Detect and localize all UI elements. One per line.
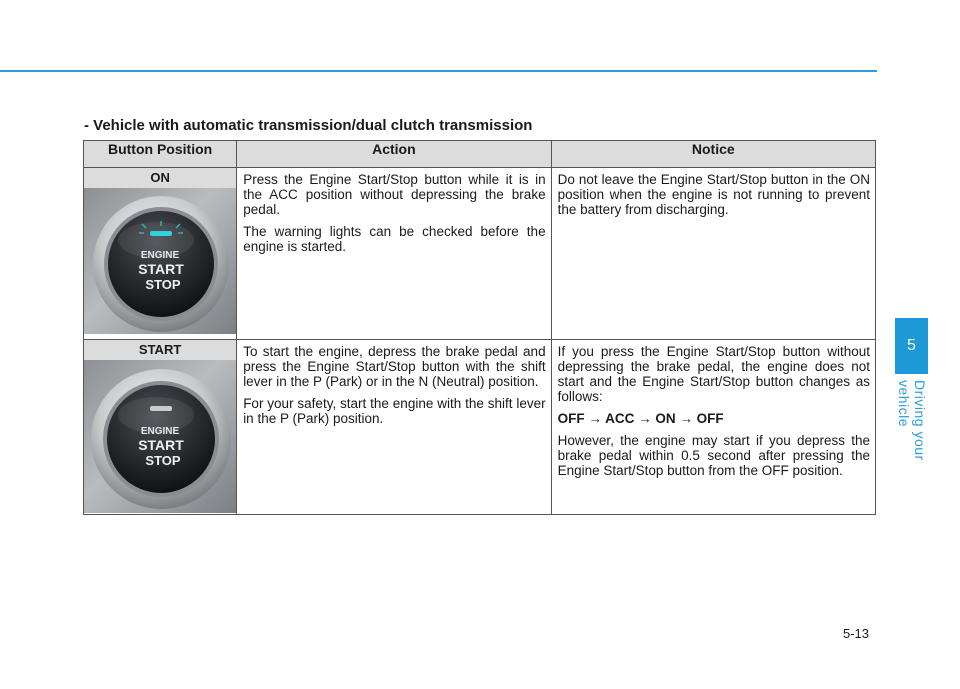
action-paragraph: To start the engine, depress the brake pedal and press the Engine Start/Stop button with the shift lever in the P (Park) or in the N (Neutral) position.: [243, 344, 546, 389]
engine-start-stop-button-icon: [84, 188, 236, 334]
chapter-number: 5: [907, 337, 916, 354]
notice-cell-on: [551, 168, 875, 340]
action-paragraph: For your safety, start the engine with the shift lever in the P (Park) position.: [243, 396, 546, 426]
engine-button-start-image: [84, 360, 236, 513]
chapter-label: Driving your vehicle: [896, 380, 928, 461]
state-sequence: [558, 411, 870, 426]
position-cell-start: [84, 340, 237, 515]
state-off: OFF: [557, 411, 585, 426]
position-cell-on: [84, 168, 237, 340]
header-notice: Notice: [551, 141, 875, 168]
button-position-table: [83, 140, 876, 515]
button-text-engine: ENGINE: [140, 426, 180, 437]
notice-paragraph: If you press the Engine Start/Stop button without depressing the brake pedal, the engine does not start and the Engine Start/Stop button changes as follows:: [557, 344, 870, 404]
arrow-right-icon: →: [679, 411, 697, 426]
section-subtitle: - Vehicle with automatic transmission/dual clutch transmission: [84, 117, 533, 134]
button-text-start: START: [138, 261, 184, 277]
action-paragraph: The warning lights can be checked before the engine is started.: [243, 224, 546, 254]
table-header-row: [84, 141, 876, 168]
position-label-on: ON: [84, 168, 236, 188]
state-on: ON: [655, 411, 676, 426]
engine-button-on-image: [84, 188, 236, 334]
top-rule: [0, 70, 877, 72]
button-text-stop: STOP: [145, 453, 181, 468]
header-button-position: Button Position: [84, 141, 237, 168]
position-label-start: START: [84, 340, 236, 360]
arrow-right-icon: →: [588, 411, 606, 426]
notice-cell-start: [551, 340, 875, 515]
table-row: [84, 340, 876, 515]
header-action: Action: [237, 141, 551, 168]
page-number: 5-13: [843, 626, 870, 641]
notice-paragraph: However, the engine may start if you depress the brake pedal within 0.5 second after pressing the Engine Start/Stop button from the OFF position.: [557, 433, 870, 478]
action-cell-on: [237, 168, 551, 340]
button-text-stop: STOP: [145, 277, 181, 292]
state-acc: ACC: [605, 411, 635, 426]
action-cell-start: [237, 340, 551, 515]
button-text-start: START: [138, 437, 184, 453]
engine-start-stop-button-icon: [84, 360, 236, 513]
action-paragraph: Press the Engine Start/Stop button while it is in the ACC position without depressing the brake pedal.: [243, 172, 546, 217]
table-row: [84, 168, 876, 340]
button-text-engine: ENGINE: [140, 250, 180, 261]
arrow-right-icon: →: [638, 411, 656, 426]
state-off-final: OFF: [696, 411, 724, 426]
notice-paragraph: Do not leave the Engine Start/Stop button in the ON position when the engine is not running to prevent the battery from discharging.: [557, 172, 870, 217]
chapter-tab: [895, 318, 928, 374]
